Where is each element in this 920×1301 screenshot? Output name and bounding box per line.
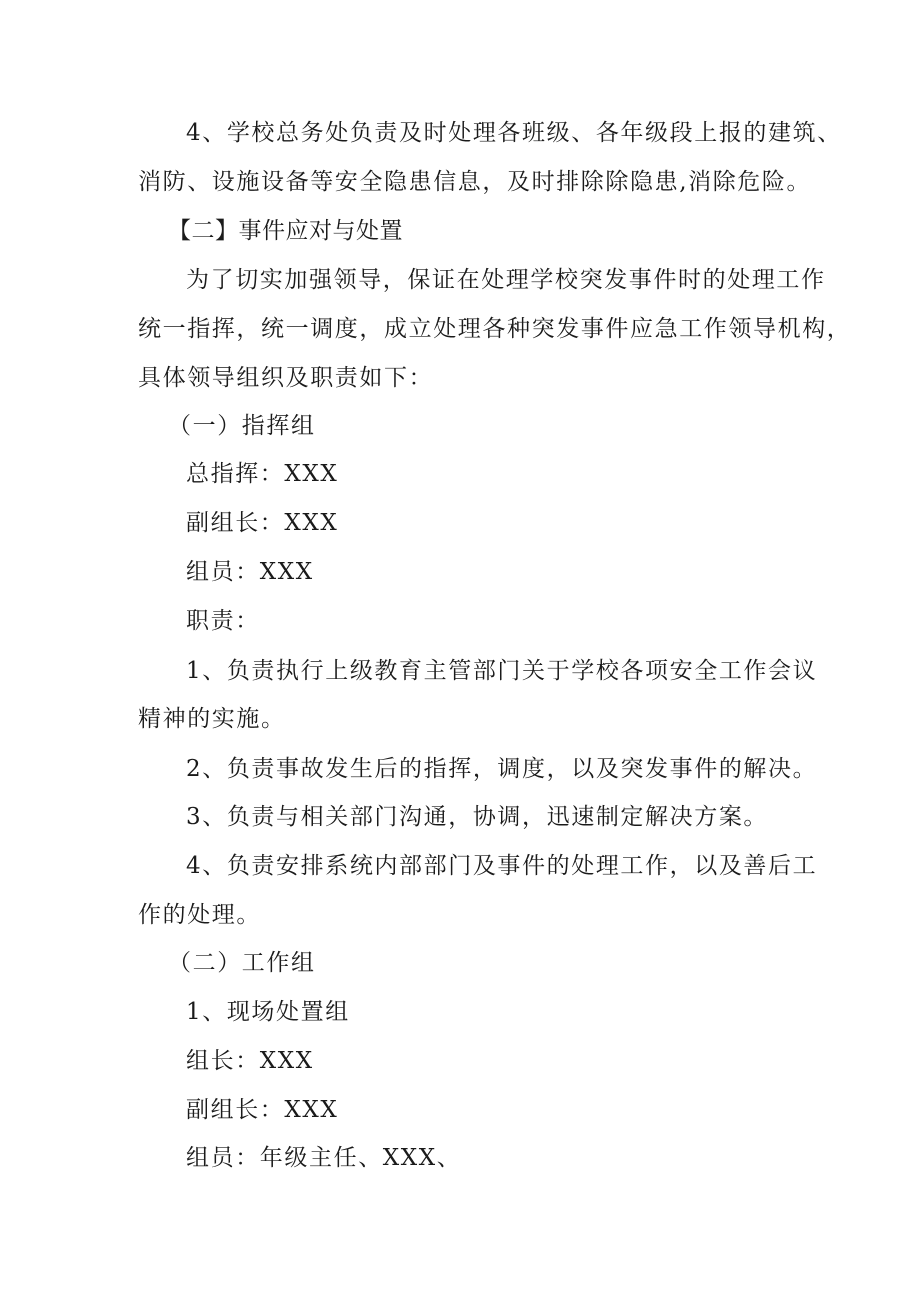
duty-line-1: 1、负责执行上级教育主管部门关于学校各项安全工作会议 — [186, 658, 818, 684]
list-item-members: 组员：XXX — [186, 559, 314, 585]
list-item-deputy-2: 副组长：XXX — [186, 1097, 339, 1123]
duties-label: 职责： — [186, 608, 260, 634]
list-item-deputy: 副组长：XXX — [186, 510, 339, 536]
paragraph-line-1: 4、学校总务处负责及时处理各班级、各年级段上报的建筑、 — [186, 120, 842, 146]
section-heading: 【二】事件应对与处置 — [168, 218, 403, 244]
duty-line-2: 2、负责事故发生后的指挥，调度，以及突发事件的解决。 — [186, 756, 818, 782]
duty-line-1-cont: 精神的实施。 — [138, 706, 286, 732]
paragraph-line-4: 统一指挥，统一调度，成立处理各种突发事件应急工作领导机构， — [138, 316, 852, 342]
paragraph-line-2: 消防、设施设备等安全隐患信息，及时排除除隐患,消除危险。 — [138, 169, 812, 195]
paragraph-line-3: 为了切实加强领导，保证在处理学校突发事件时的处理工作 — [186, 267, 826, 293]
subsection-heading-command: （一）指挥组 — [168, 413, 316, 439]
list-item-onsite-group: 1、现场处置组 — [186, 999, 350, 1025]
duty-line-4: 4、负责安排系统内部部门及事件的处理工作，以及善后工 — [186, 853, 818, 879]
list-item-leader: 组长：XXX — [186, 1048, 314, 1074]
duty-line-4-cont: 作的处理。 — [138, 902, 261, 928]
list-item-commander: 总指挥：XXX — [186, 461, 339, 487]
subsection-heading-work: （二）工作组 — [168, 950, 316, 976]
paragraph-line-5: 具体领导组织及职责如下： — [138, 365, 434, 391]
list-item-members-2: 组员：年级主任、XXX、 — [186, 1145, 462, 1171]
duty-line-3: 3、负责与相关部门沟通，协调，迅速制定解决方案。 — [186, 804, 769, 830]
